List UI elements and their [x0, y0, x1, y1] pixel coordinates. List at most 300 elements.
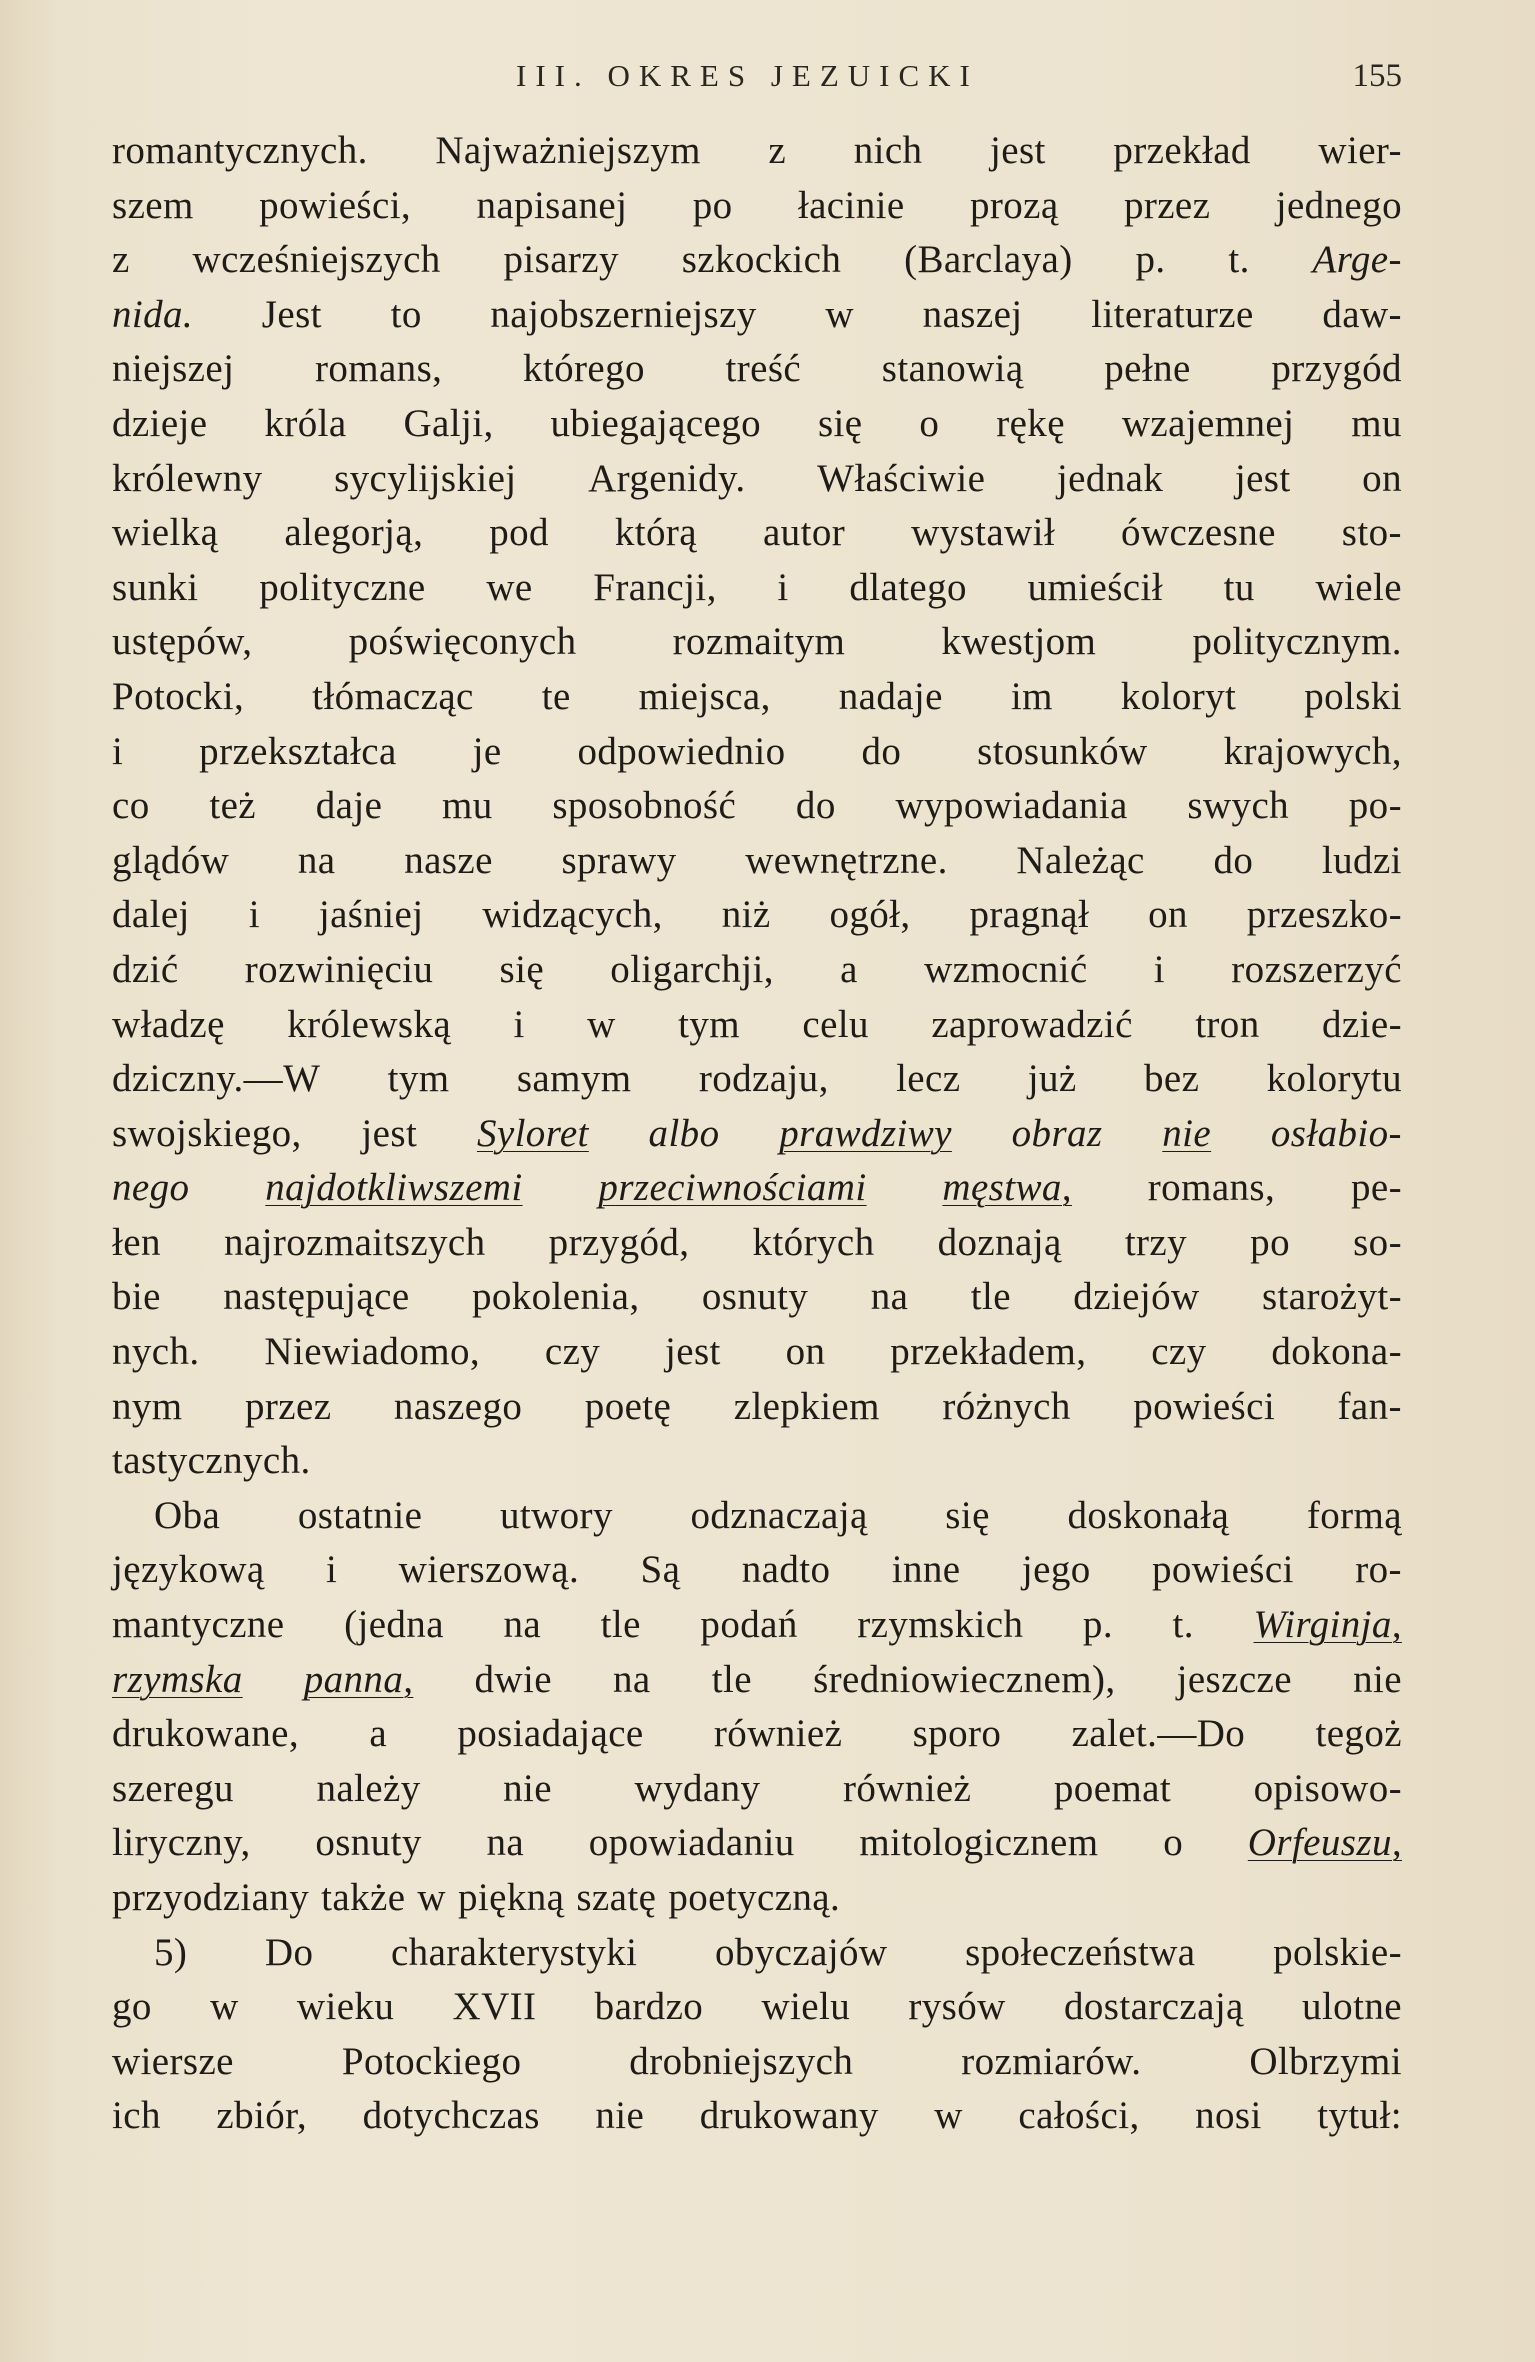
word: podań	[700, 1603, 798, 1647]
word: władzę	[112, 1002, 225, 1046]
word: zbiór,	[216, 2094, 308, 2138]
word: fan-	[1337, 1384, 1402, 1428]
word: Syloret	[476, 1111, 589, 1155]
word: na	[870, 1275, 909, 1319]
word: odznaczają	[690, 1493, 868, 1537]
word: osnuty	[701, 1275, 809, 1319]
word: ulotne	[1302, 1985, 1402, 2029]
word: niż	[721, 893, 771, 937]
word: przeszko-	[1246, 893, 1402, 937]
word: widzących,	[482, 893, 663, 937]
word: nego	[112, 1166, 190, 1210]
word: p.	[1135, 238, 1166, 282]
word: kwestjom	[941, 620, 1097, 664]
word: starożyt-	[1261, 1275, 1402, 1319]
word: w	[825, 292, 854, 336]
word: swych	[1187, 784, 1290, 828]
word: społeczeństwa	[965, 1930, 1196, 1974]
word: należy	[316, 1766, 421, 1810]
word: powieści	[1133, 1384, 1276, 1428]
word: na	[486, 1821, 525, 1865]
word: rękę	[996, 401, 1065, 445]
word: jest	[665, 1330, 721, 1374]
word: tle	[711, 1657, 752, 1701]
word: Do	[264, 1930, 314, 1974]
word: na	[613, 1657, 651, 1701]
word: łen	[112, 1220, 161, 1264]
text-line	[112, 1762, 1402, 1817]
word: miejsca,	[638, 674, 771, 718]
word: wiersze	[112, 2039, 234, 2083]
word: których	[752, 1220, 875, 1264]
word: Orfeuszu,	[1247, 1821, 1402, 1865]
word: nie	[1353, 1657, 1402, 1701]
word: (jedna	[344, 1603, 444, 1647]
word: so-	[1353, 1220, 1402, 1264]
text-line	[112, 397, 1402, 452]
word: wielu	[761, 1985, 851, 2029]
word: sposobność	[552, 784, 737, 828]
word: do	[861, 729, 902, 773]
word: przekładem,	[890, 1330, 1087, 1374]
word: dwie	[474, 1657, 552, 1701]
word: daw-	[1322, 292, 1402, 336]
word: t.	[1228, 238, 1250, 282]
word: osnuty	[315, 1821, 422, 1865]
word: jaśniej	[318, 893, 424, 937]
word: ludzi	[1321, 838, 1402, 882]
word: wzajemnej	[1121, 401, 1295, 445]
word: we	[486, 565, 533, 609]
word: szeregu	[112, 1766, 234, 1810]
word: przeciwnościami	[598, 1166, 867, 1210]
word: króla	[264, 401, 347, 445]
word: dalej	[112, 893, 190, 937]
word: pokolenia,	[471, 1275, 640, 1319]
word: szkockich	[681, 238, 842, 282]
word: krajowych,	[1223, 729, 1402, 773]
word: do	[795, 784, 836, 828]
text-line	[112, 1216, 1402, 1271]
word: jest	[361, 1111, 418, 1155]
word: tastycznych.	[112, 1439, 311, 1483]
word: po	[692, 183, 733, 227]
word: sycylijskiej	[334, 456, 517, 500]
word: wielką	[112, 511, 219, 555]
text-line	[112, 1980, 1402, 2035]
word: mu	[442, 784, 493, 828]
word: średniowiecznem),	[813, 1657, 1116, 1701]
word: doznają	[937, 1220, 1062, 1264]
word: niejszej	[112, 347, 235, 391]
word: zaprowadzić	[931, 1002, 1133, 1046]
text-line	[112, 943, 1402, 998]
word: tegoż	[1315, 1712, 1402, 1756]
word: i	[326, 1548, 338, 1592]
word: wypowiadania	[895, 784, 1128, 828]
word: nie	[503, 1766, 552, 1810]
text-line	[112, 1380, 1402, 1435]
word: przyodziany	[112, 1876, 310, 1919]
word: pe-	[1351, 1166, 1402, 1210]
word: romantycznych.	[112, 129, 368, 172]
word: ostatnie	[297, 1493, 423, 1537]
word: charakterystyki	[390, 1930, 638, 1974]
word: obraz	[1011, 1111, 1103, 1155]
text-line	[112, 1543, 1402, 1598]
text-line	[112, 670, 1402, 725]
word: w	[587, 1002, 616, 1046]
word: nadto	[741, 1548, 831, 1592]
word: ro-	[1355, 1548, 1402, 1592]
text-line	[112, 998, 1402, 1053]
word: również	[842, 1766, 972, 1810]
word: Należąc	[1016, 838, 1145, 882]
word: przygód	[1271, 347, 1402, 391]
word: nosi	[1195, 2094, 1262, 2138]
word: najobszerniejszy	[490, 292, 757, 336]
word: o	[1163, 1821, 1184, 1865]
word: Niewiadomo,	[264, 1330, 481, 1374]
word: rysów	[908, 1985, 1006, 2029]
word: tle	[600, 1603, 641, 1647]
word: rodzaju,	[698, 1057, 829, 1101]
word: Oba	[154, 1493, 221, 1537]
word: autor	[762, 511, 846, 555]
word: p.	[1082, 1603, 1113, 1647]
word: na	[297, 838, 336, 882]
word: nasze	[404, 838, 493, 882]
word: wystawił	[911, 511, 1056, 555]
word: w	[417, 1876, 446, 1919]
word: którą	[614, 511, 698, 555]
word: którego	[522, 347, 645, 391]
word: powieści	[1152, 1548, 1294, 1592]
text-line	[112, 342, 1402, 397]
word: umieścił	[1027, 565, 1163, 609]
word: polski	[1304, 674, 1402, 718]
word: samym	[516, 1057, 632, 1101]
text-line	[112, 1816, 1402, 1871]
word: i	[777, 565, 789, 609]
word: daje	[315, 784, 383, 828]
word: te	[541, 674, 571, 718]
word: poetę	[584, 1384, 672, 1428]
word: czy	[1151, 1330, 1207, 1374]
word: i	[112, 729, 124, 773]
word: utwory	[499, 1493, 613, 1537]
text-line	[112, 1653, 1402, 1708]
word: dzić	[112, 947, 179, 991]
word: się	[499, 947, 545, 991]
word: bie	[112, 1275, 161, 1319]
word: koloryt	[1120, 674, 1237, 718]
word: przekształca	[199, 729, 397, 773]
word: wzmocnić	[924, 947, 1088, 991]
word: piękną	[458, 1876, 565, 1919]
word: trzy	[1124, 1220, 1188, 1264]
word: pisarzy	[503, 238, 619, 282]
text-line	[112, 1489, 1402, 1544]
word: formą	[1306, 1493, 1402, 1537]
word: sprawy	[561, 838, 677, 882]
text-line	[112, 2089, 1402, 2144]
text-line	[112, 233, 1402, 288]
word: również	[713, 1712, 843, 1756]
text-line	[112, 1871, 1402, 1926]
word: Potockiego	[341, 2039, 522, 2083]
word: i	[513, 1002, 525, 1046]
word: celu	[802, 1002, 869, 1046]
word: tron	[1195, 1002, 1260, 1046]
word: on	[1362, 456, 1402, 500]
word: wierszową.	[398, 1548, 580, 1592]
text-line	[112, 561, 1402, 616]
word: im	[1010, 674, 1053, 718]
word: drobniejszych	[629, 2039, 854, 2083]
word: na	[503, 1603, 542, 1647]
word: mitologicznem	[859, 1821, 1099, 1865]
word: to	[390, 292, 422, 336]
text-line	[112, 1434, 1402, 1489]
word: swojskiego,	[112, 1111, 302, 1155]
word: rozmaitym	[672, 620, 846, 664]
word: obyczajów	[714, 1930, 888, 1974]
word: najrozmaitszych	[223, 1220, 486, 1264]
word: on	[1148, 893, 1188, 937]
word: Francji,	[593, 565, 717, 609]
word: lecz	[896, 1057, 961, 1101]
word: tu	[1223, 565, 1255, 609]
word: rozmiarów.	[961, 2039, 1142, 2083]
word: nie	[1162, 1111, 1212, 1155]
word: naszej	[922, 292, 1023, 336]
word: sunki	[112, 565, 199, 609]
word: ubiegającego	[550, 401, 762, 445]
word: Wirginja,	[1253, 1603, 1402, 1647]
word: Są	[640, 1548, 681, 1592]
word: polityczne	[259, 565, 426, 609]
word: poetyczną.	[668, 1876, 841, 1919]
word: pełne	[1104, 347, 1191, 391]
word: inne	[891, 1548, 961, 1592]
word: i	[248, 893, 260, 937]
word: nie	[595, 2094, 645, 2138]
word: królewny	[112, 456, 263, 500]
word: rzymskich	[857, 1603, 1024, 1647]
word: rzymska	[112, 1657, 243, 1701]
word: nadaje	[838, 674, 943, 718]
word: rozszerzyć	[1231, 947, 1402, 991]
word: opowiadaniu	[588, 1821, 795, 1865]
word: posiadające	[457, 1712, 644, 1756]
word: co	[112, 784, 150, 828]
word: napisanej	[476, 183, 628, 227]
word: poświęconych	[348, 620, 577, 664]
word: poemat	[1053, 1766, 1172, 1810]
text-line	[112, 2035, 1402, 2090]
word: zlepkiem	[733, 1384, 880, 1428]
text-line	[112, 834, 1402, 889]
page-number: 155	[1352, 58, 1402, 94]
word: dokona-	[1271, 1330, 1402, 1374]
word: tle	[970, 1275, 1011, 1319]
word: jest	[1234, 456, 1291, 500]
word: nich	[853, 129, 923, 172]
word: o	[919, 401, 940, 445]
word: oligarchji,	[610, 947, 774, 991]
word: Argenidy.	[588, 456, 746, 500]
word: z	[768, 129, 787, 172]
word: wydany	[634, 1766, 761, 1810]
word: sporo	[912, 1712, 1002, 1756]
word: wewnętrzne.	[745, 838, 948, 882]
word: go	[112, 1985, 152, 2029]
text-line	[112, 1325, 1402, 1380]
word: jednak	[1056, 456, 1164, 500]
text-line	[112, 506, 1402, 561]
text-line	[112, 1107, 1402, 1162]
page-header	[112, 58, 1402, 108]
word: czy	[544, 1330, 601, 1374]
word: liryczny,	[112, 1821, 251, 1865]
word: dlatego	[849, 565, 967, 609]
word: a	[840, 947, 858, 991]
word: stanowią	[881, 347, 1024, 391]
text-line	[112, 124, 1402, 179]
word: wcześniejszych	[192, 238, 441, 282]
word: nida.	[112, 292, 194, 336]
word: Jest	[261, 292, 322, 336]
word: następujące	[223, 1275, 410, 1319]
word: już	[1027, 1057, 1077, 1101]
word: tym	[678, 1002, 740, 1046]
word: wiele	[1315, 565, 1402, 609]
word: się	[817, 401, 863, 445]
word: też	[209, 784, 256, 828]
word: także	[321, 1876, 406, 1919]
word: językową	[112, 1548, 265, 1592]
word: przekład	[1113, 129, 1251, 172]
word: Galji,	[403, 401, 494, 445]
word: sto-	[1341, 511, 1402, 555]
word: szatę	[576, 1876, 657, 1919]
word: rozwinięciu	[244, 947, 434, 991]
word: 5)	[154, 1930, 188, 1974]
word: królewską	[287, 1002, 452, 1046]
word: jego	[1021, 1548, 1091, 1592]
word: ich	[112, 2094, 161, 2138]
word: całości,	[1018, 2094, 1140, 2138]
word: mu	[1351, 401, 1402, 445]
word: tłómacząc	[312, 674, 474, 718]
word: nym	[112, 1384, 183, 1428]
text-line	[112, 1926, 1402, 1981]
word: w	[934, 2094, 963, 2138]
word: bardzo	[594, 1985, 704, 2029]
word: prawdziwy	[779, 1111, 952, 1155]
word: tytuł:	[1317, 2094, 1402, 2138]
word: po-	[1348, 784, 1402, 828]
text-line	[112, 615, 1402, 670]
word: alegorją,	[284, 511, 424, 555]
text-line	[112, 779, 1402, 834]
word: literaturze	[1091, 292, 1254, 336]
word: ustępów,	[112, 620, 253, 664]
word: opisowo-	[1253, 1766, 1402, 1810]
body-text	[112, 124, 1402, 2144]
word: Arge-	[1312, 238, 1402, 282]
word: szem	[112, 183, 194, 227]
running-head: III. OKRES JEZUICKI	[516, 58, 979, 93]
text-line	[112, 179, 1402, 234]
word: on	[785, 1330, 826, 1374]
word: je	[472, 729, 502, 773]
word: przygód,	[548, 1220, 690, 1264]
word: i	[1153, 947, 1166, 991]
word: drukowany	[699, 2094, 879, 2138]
word: różnych	[942, 1384, 1071, 1428]
word: XVII	[452, 1985, 537, 2029]
word: nych.	[112, 1330, 200, 1374]
word: drukowane,	[112, 1712, 300, 1756]
word: politycznym.	[1192, 620, 1402, 664]
word: romans,	[314, 347, 443, 391]
word: t.	[1172, 1603, 1194, 1647]
word: pod	[489, 511, 549, 555]
word: się	[945, 1493, 990, 1537]
word: odpowiednio	[577, 729, 786, 773]
word: (Barclaya)	[904, 238, 1073, 282]
word: dotychczas	[362, 2094, 540, 2138]
word: powieści,	[259, 183, 412, 227]
word: wieku	[296, 1985, 395, 2029]
word: do	[1213, 838, 1254, 882]
word: treść	[725, 347, 802, 391]
text-line	[112, 1161, 1402, 1216]
word: albo	[648, 1111, 720, 1155]
text-line	[112, 888, 1402, 943]
word: najdotkliwszemi	[265, 1166, 523, 1210]
word: stosunków	[977, 729, 1148, 773]
word: romans,	[1147, 1166, 1276, 1210]
word: w	[210, 1985, 239, 2029]
word: pragnął	[969, 893, 1090, 937]
text-line	[112, 725, 1402, 780]
word: panna,	[303, 1657, 414, 1701]
word: Najważniejszym	[435, 129, 701, 172]
word: przez	[1123, 183, 1211, 227]
word: ogół,	[829, 893, 911, 937]
word: męstwa,	[942, 1166, 1072, 1210]
word: Właściwie	[817, 456, 986, 500]
word: jednego	[1275, 183, 1402, 227]
word: dostarczają	[1063, 1985, 1244, 2029]
word: przez	[245, 1384, 332, 1428]
word: kolorytu	[1266, 1057, 1402, 1101]
word: dziczny.—W	[112, 1057, 321, 1101]
text-line	[112, 1707, 1402, 1762]
word: Olbrzymi	[1249, 2039, 1402, 2083]
word: ówczesne	[1121, 511, 1276, 555]
word: osłabio-	[1270, 1111, 1402, 1155]
word: doskonałą	[1067, 1493, 1230, 1537]
word: dzieje	[112, 401, 208, 445]
word: prozą	[969, 183, 1059, 227]
word: bez	[1143, 1057, 1200, 1101]
word: tym	[387, 1057, 450, 1101]
word: Potocki,	[112, 674, 245, 718]
